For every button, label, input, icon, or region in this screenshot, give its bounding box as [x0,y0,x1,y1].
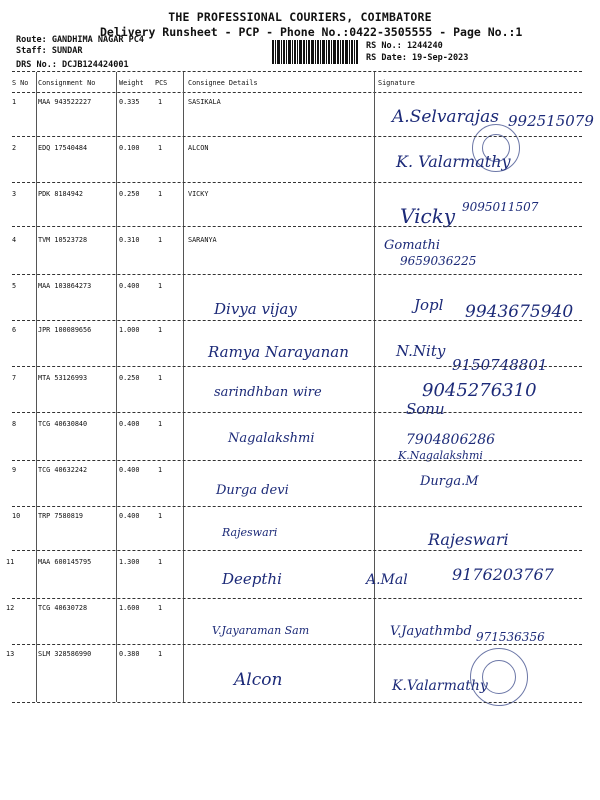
header-top-rule [12,71,582,72]
row-10-weight: 0.400 [119,512,140,520]
row-11-consignment: MAA 600145795 [38,558,92,566]
row-2-signature: K. Valarmathy [396,152,511,171]
row-separator [12,460,582,461]
row-10-signature: Rajeswari [428,530,509,549]
row-separator [12,598,582,599]
row-5-sno: 5 [12,282,17,290]
runsheet-title: Delivery Runsheet - PCP - Phone No.:0422-3505555 - Page No.:1 [100,25,523,39]
row-4-sno: 4 [12,236,17,244]
row-2-pcs: 1 [158,144,163,152]
row-2-consignment: EDQ 17540484 [38,144,88,152]
rs-date: RS Date: 19-Sep-2023 [366,53,469,63]
row-10-consignment: TRP 7580819 [38,512,84,520]
row-4-consignment: TVM 10523728 [38,236,88,244]
row-12-signature: V.Jayathmbd [390,624,472,639]
row-9-consignment: TCG 40632242 [38,466,88,474]
row-8-consignment: TCG 40630840 [38,420,88,428]
row-separator [12,226,582,227]
row-1-weight: 0.335 [119,98,140,106]
row-12-pcs: 1 [158,604,163,612]
row-11-phone: 9176203767 [452,565,554,584]
row-8-sno: 8 [12,420,17,428]
row-separator [12,644,582,645]
col-header-weight: Weight [119,79,144,87]
row-6-weight: 1.000 [119,326,140,334]
row-13-sno: 13 [6,650,15,658]
row-1-phone: 992515079 [508,112,594,130]
delivery-stamp [470,648,528,706]
column-divider [116,72,117,702]
row-11-sno: 11 [6,558,15,566]
column-divider [36,72,37,702]
row-separator [12,182,582,183]
row-11-pcs: 1 [158,558,163,566]
row-11-weight: 1.300 [119,558,140,566]
row-2-sno: 2 [12,144,17,152]
row-5-consignment: MAA 103864273 [38,282,92,290]
row-12-handwritten-name: V.Jayaraman Sam [212,624,310,637]
col-header-sno: S No [12,79,29,87]
row-3-weight: 0.250 [119,190,140,198]
column-divider [183,72,184,702]
row-separator [12,550,582,551]
row-7-weight: 0.250 [119,374,140,382]
row-separator [12,136,582,137]
column-divider [374,72,375,702]
company-title: THE PROFESSIONAL COURIERS, COIMBATORE [168,10,432,24]
row-9-weight: 0.400 [119,466,140,474]
row-13-pcs: 1 [158,650,163,658]
staff-label: Staff: SUNDAR [16,46,83,56]
row-separator [12,320,582,321]
col-header-pcs: PCS [155,79,168,87]
row-13-handwritten-name: Alcon [234,670,283,690]
row-9-handwritten-name: Durga devi [216,483,289,498]
row-5-handwritten-name: Divya vijay [214,300,297,318]
row-3-signature: Vicky [400,204,456,228]
row-3-pcs: 1 [158,190,163,198]
row-2-consignee: ALCON [188,144,209,152]
row-7-signature: Sonu [406,400,445,418]
row-1-pcs: 1 [158,98,163,106]
row-6-pcs: 1 [158,326,163,334]
row-8-weight: 0.400 [119,420,140,428]
row-8-signature: K.Nagalakshmi [398,449,483,462]
row-separator [12,274,582,275]
row-2-weight: 0.100 [119,144,140,152]
row-4-consignee: SARANYA [188,236,217,244]
row-12-consignment: TCG 40630728 [38,604,88,612]
row-4-phone: 9659036225 [400,254,477,268]
row-9-pcs: 1 [158,466,163,474]
row-3-sno: 3 [12,190,17,198]
row-5-signature: Jopl [414,296,444,314]
row-separator [12,702,582,703]
row-12-sno: 12 [6,604,15,612]
row-10-handwritten-name: Rajeswari [222,526,278,539]
row-6-sno: 6 [12,326,17,334]
row-1-signature: A.Selvarajas [392,107,499,127]
barcode-image [272,40,358,64]
row-5-weight: 0.400 [119,282,140,290]
row-11-handwritten-name: Deepthi [222,570,282,588]
row-3-consignment: PDK 8184942 [38,190,84,198]
row-3-consignee: VICKY [188,190,209,198]
row-8-pcs: 1 [158,420,163,428]
route-label: Route: GANDHIMA NAGAR PC4 [16,35,144,45]
header-bottom-rule [12,92,582,93]
row-4-weight: 0.310 [119,236,140,244]
row-1-consignment: MAA 943522227 [38,98,92,106]
row-separator [12,506,582,507]
col-header-consignment: Consignment No [38,79,96,87]
row-9-signature: Durga.M [420,474,479,489]
row-6-handwritten-name: Ramya Narayanan [208,343,349,361]
row-separator [12,412,582,413]
row-5-pcs: 1 [158,282,163,290]
row-7-sno: 7 [12,374,17,382]
row-4-pcs: 1 [158,236,163,244]
row-5-phone: 9943675940 [465,302,574,322]
row-13-weight: 0.380 [119,650,140,658]
row-7-handwritten-name: sarindhban wire [214,385,322,400]
row-12-weight: 1.600 [119,604,140,612]
col-header-signature: Signature [378,79,415,87]
row-8-handwritten-name: Nagalakshmi [228,431,315,446]
row-4-signature: Gomathi [384,238,441,253]
row-10-pcs: 1 [158,512,163,520]
row-11-signature: A.Mal [366,572,408,588]
row-separator [12,366,582,367]
row-9-sno: 9 [12,466,17,474]
row-7-pcs: 1 [158,374,163,382]
row-1-sno: 1 [12,98,17,106]
row-7-phone: 9045276310 [422,380,537,401]
row-12-phone: 971536356 [476,630,545,644]
row-3-phone: 9095011507 [462,200,539,214]
row-6-consignment: JPR 100089656 [38,326,92,334]
row-10-sno: 10 [12,512,21,520]
row-7-consignment: MTA 53126993 [38,374,88,382]
row-13-consignment: SLM 328586990 [38,650,92,658]
row-6-signature: N.Nity [396,342,446,360]
row-13-signature: K.Valarmathy [392,678,488,694]
row-6-phone: 9150748801 [452,356,548,374]
col-header-details: Consignee Details [188,79,258,87]
row-8-phone: 7904806286 [406,432,496,448]
drs-number: DRS No.: DCJB124424001 [16,60,129,70]
rs-number: RS No.: 1244240 [366,41,443,51]
row-1-consignee: SASIKALA [188,98,221,106]
